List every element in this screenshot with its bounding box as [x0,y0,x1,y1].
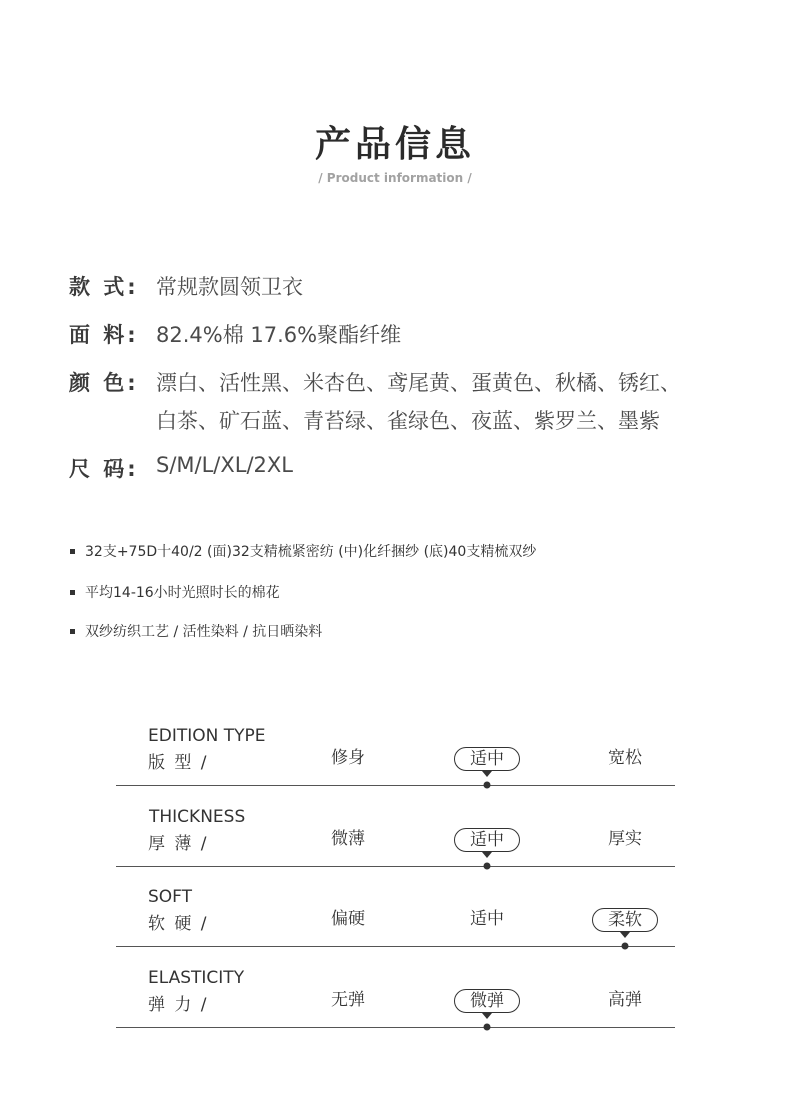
selection-marker-icon [484,782,491,789]
page-title: 产品信息 [314,124,475,165]
feature-item [70,541,536,561]
attribute-name-cn: 厚 薄 / [148,834,209,854]
attribute-name-cn: 版 型 / [148,753,209,773]
fabric-label: 面 料: [69,323,139,347]
fabric-value: 82.4%棉 17.6%聚酯纤维 [156,323,402,347]
color-value-line1: 漂白、活性黑、米杏色、鸢尾黄、蛋黄色、秋橘、锈红、 [156,371,681,395]
attribute-name-en: EDITION TYPE [148,726,266,746]
row-divider [116,946,675,947]
color-label: 颜 色: [69,371,139,395]
attribute-option: 厚实 [608,829,642,849]
attribute-option: 宽松 [608,748,642,768]
color-value-line2: 白茶、矿石蓝、青苔绿、雀绿色、夜蓝、紫罗兰、墨紫 [156,409,660,433]
attribute-option: 偏硬 [331,909,365,929]
selection-marker-icon [484,863,491,870]
attribute-option: 无弹 [331,990,365,1010]
attribute-option-selected: 微弹 [454,989,520,1013]
style-value: 常规款圆领卫衣 [156,275,303,299]
attribute-name-cn: 软 硬 / [148,914,209,934]
bullet-icon [70,629,75,634]
attribute-option: 微薄 [331,829,365,849]
bullet-icon [70,590,75,595]
size-value: S/M/L/XL/2XL [156,453,293,477]
attribute-option-selected: 适中 [454,747,520,771]
attribute-option-selected: 适中 [454,828,520,852]
attribute-name-en: SOFT [148,887,193,907]
selection-marker-icon [622,943,629,950]
style-label: 款 式: [69,275,139,299]
row-divider [116,866,675,867]
attribute-name-en: THICKNESS [149,807,246,827]
attribute-name-cn: 弹 力 / [148,995,209,1015]
feature-text: 32支+75D十40/2 (面)32支精梳紧密纺 (中)化纤捆纱 (底)40支精梳双纱 [85,544,537,560]
size-label: 尺 码: [69,457,139,481]
attribute-option-selected: 柔软 [592,908,658,932]
feature-item [70,621,322,641]
attribute-name-en: ELASTICITY [148,968,245,988]
attribute-option: 修身 [331,748,365,768]
bullet-icon [70,549,75,554]
row-divider [116,785,675,786]
feature-text: 双纱纺织工艺 / 活性染料 / 抗日晒染料 [85,624,323,640]
selection-marker-icon [484,1024,491,1031]
feature-item [70,582,280,602]
feature-text: 平均14-16小时光照时长的棉花 [85,585,280,601]
attribute-option: 高弹 [608,990,642,1010]
page-subtitle: / Product information / [318,171,472,185]
row-divider [116,1027,675,1028]
attribute-option: 适中 [470,909,504,929]
